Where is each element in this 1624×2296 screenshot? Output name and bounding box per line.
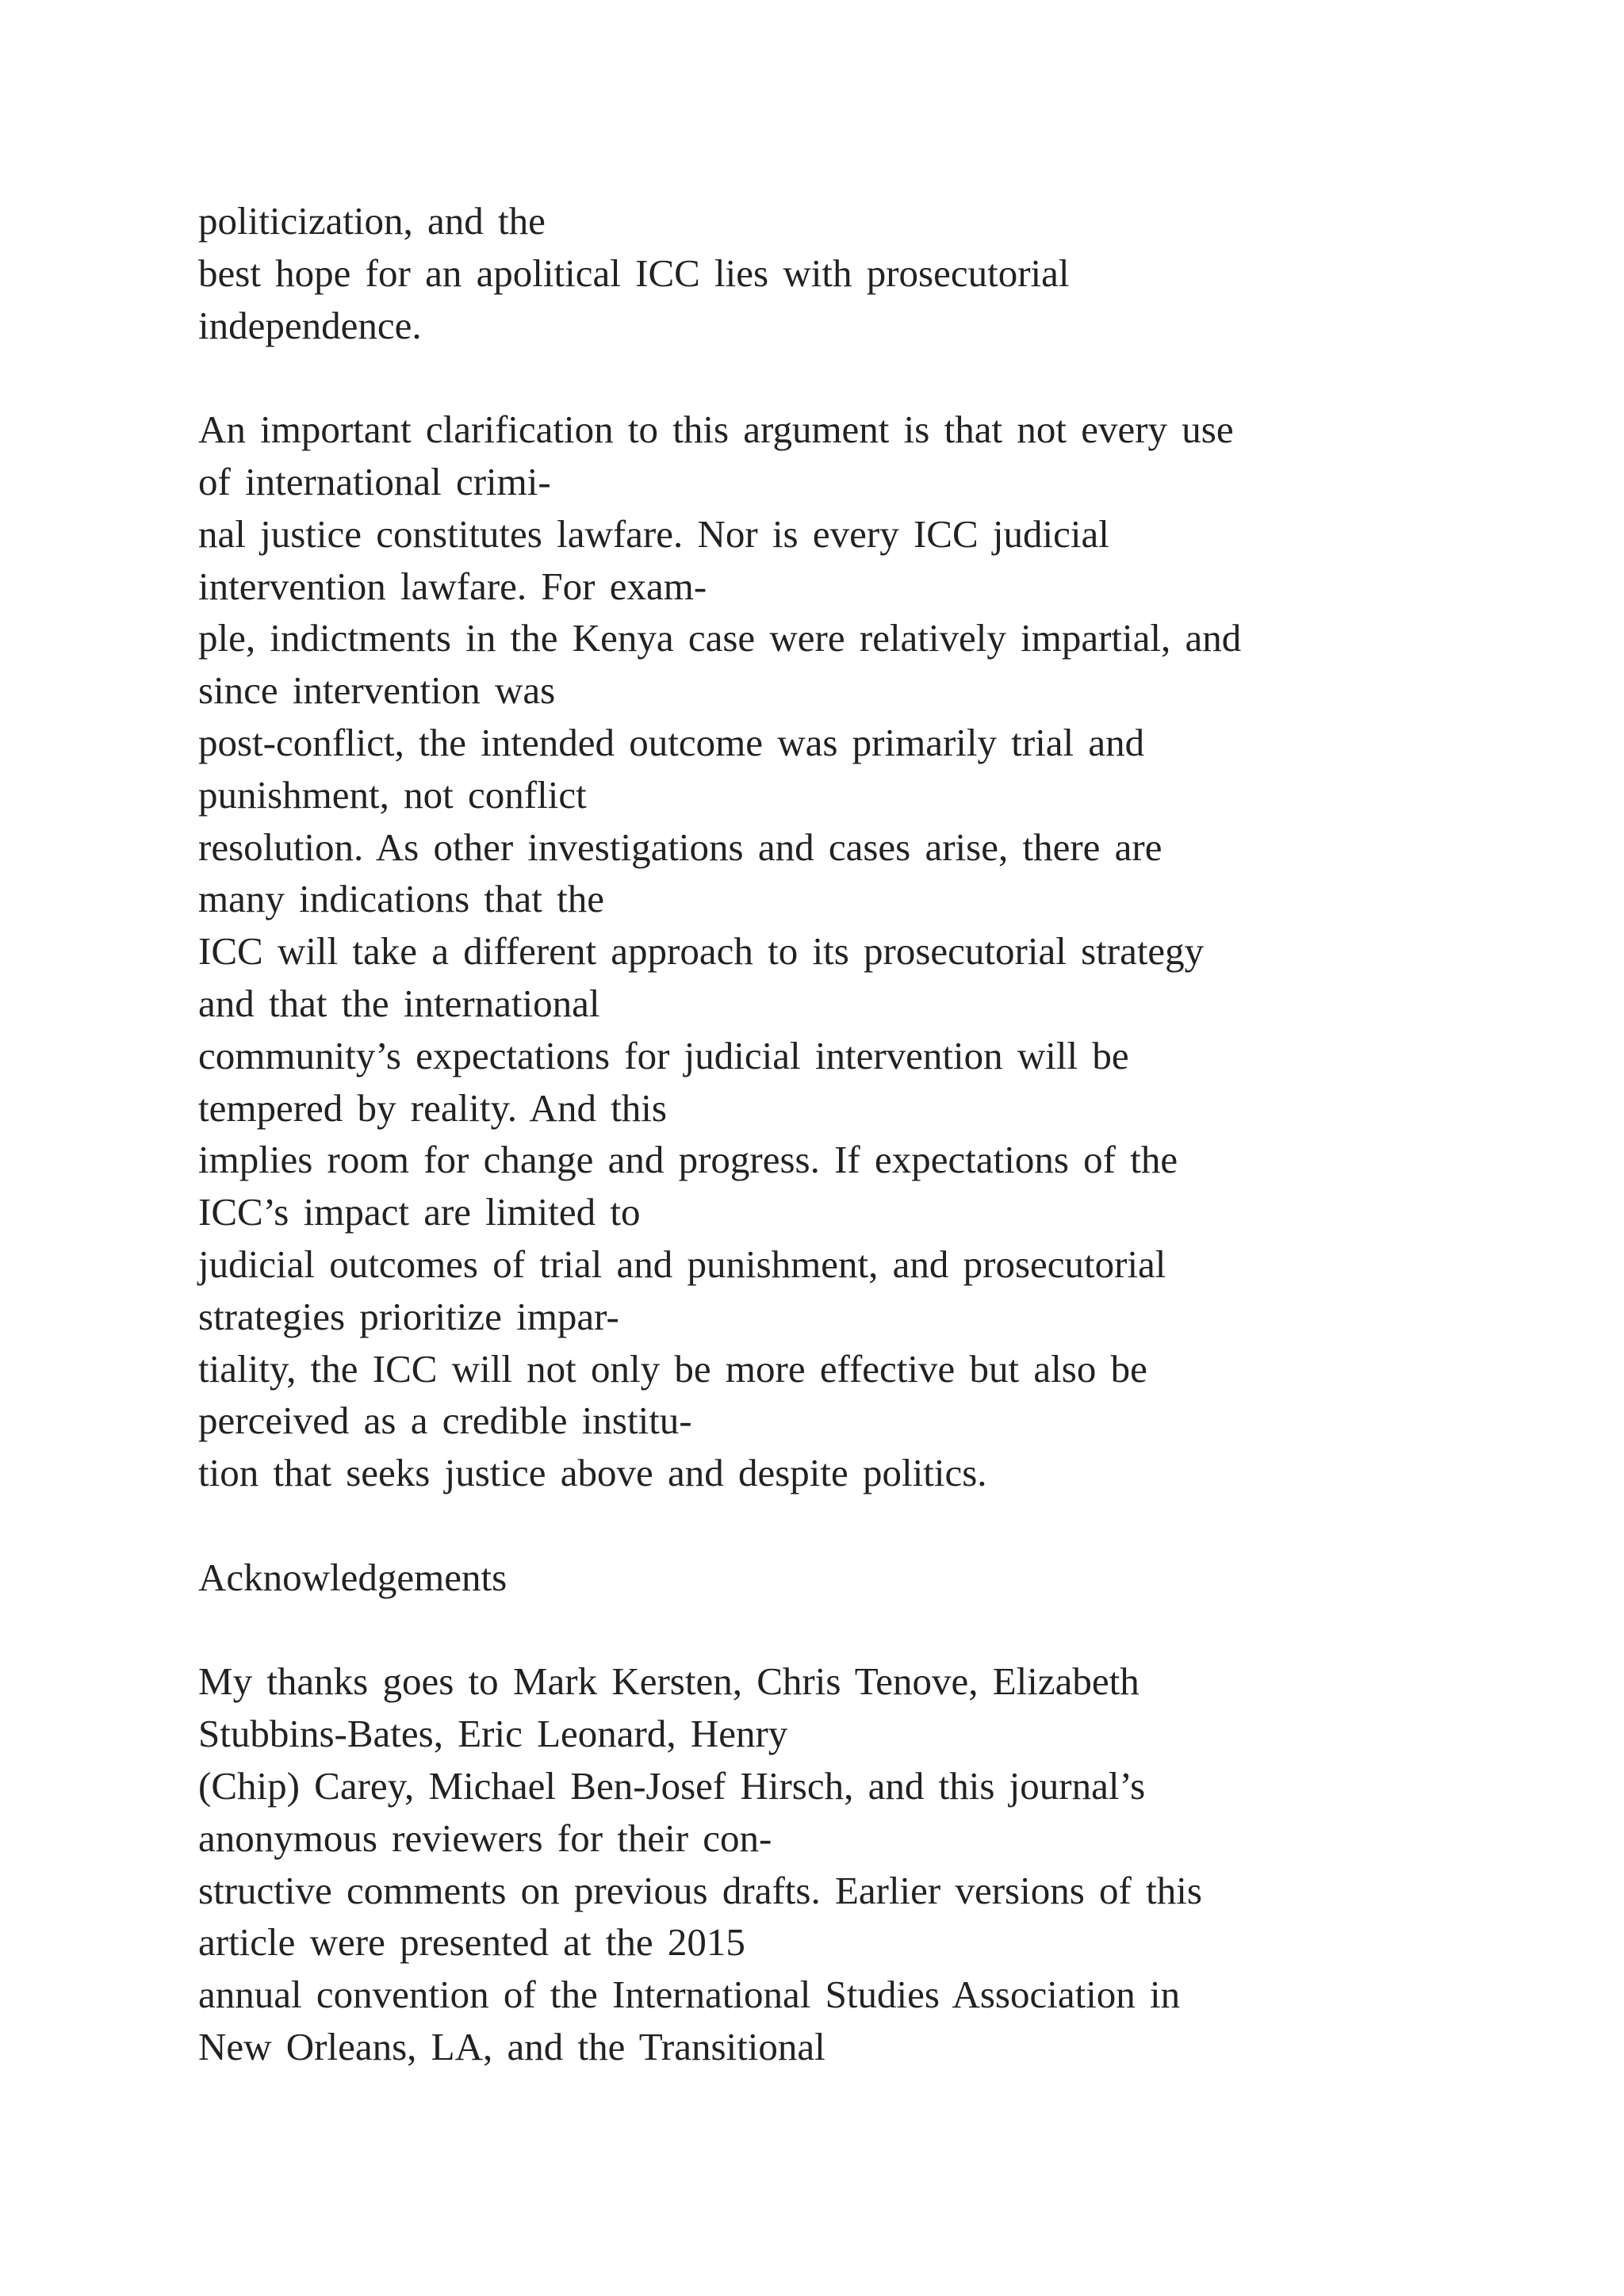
text-line: anonymous reviewers for their con- bbox=[198, 1816, 772, 1860]
text-line: independence. bbox=[198, 303, 422, 347]
text-line: structive comments on previous drafts. Earlier versions of this bbox=[198, 1868, 1202, 1912]
text-line: many indications that the bbox=[198, 877, 604, 921]
text-line: An important clarification to this argument is that not every use bbox=[198, 408, 1234, 452]
text-line: perceived as a credible institu- bbox=[198, 1399, 692, 1443]
text-line: tion that seeks justice above and despite politics. bbox=[198, 1451, 987, 1495]
text-line: Acknowledgements bbox=[198, 1555, 508, 1599]
acknowledgements-heading bbox=[198, 1552, 1546, 1604]
text-line: My thanks goes to Mark Kersten, Chris Tenove, Elizabeth bbox=[198, 1659, 1139, 1704]
closing-paragraph-2 bbox=[198, 404, 1546, 1499]
text-line: of international crimi- bbox=[198, 459, 551, 503]
acknowledgements-paragraph bbox=[198, 1655, 1546, 2072]
text-line: community’s expectations for judicial intervention will be bbox=[198, 1033, 1129, 1077]
text-line: post-conflict, the intended outcome was primarily trial and bbox=[198, 720, 1145, 764]
text-line: strategies prioritize impar- bbox=[198, 1294, 619, 1338]
document-body bbox=[198, 195, 1546, 2073]
text-line: ple, indictments in the Kenya case were relatively impartial, and bbox=[198, 616, 1242, 660]
text-line: politicization, and the bbox=[198, 199, 546, 243]
text-line: nal justice constitutes lawfare. Nor is every ICC judicial bbox=[198, 511, 1109, 556]
text-line: ICC’s impact are limited to bbox=[198, 1190, 641, 1234]
text-line: since intervention was bbox=[198, 668, 556, 713]
text-line: article were presented at the 2015 bbox=[198, 1920, 745, 1965]
text-line: punishment, not conflict bbox=[198, 772, 587, 817]
paragraph-spacer bbox=[198, 1604, 1546, 1656]
text-line: judicial outcomes of trial and punishment, and prosecutorial bbox=[198, 1242, 1166, 1286]
text-line: ICC will take a different approach to its prosecutorial strategy bbox=[198, 929, 1205, 974]
text-line: Stubbins-Bates, Eric Leonard, Henry bbox=[198, 1712, 788, 1756]
text-line: resolution. As other investigations and cases arise, there are bbox=[198, 825, 1162, 869]
text-line: tempered by reality. And this bbox=[198, 1085, 667, 1130]
text-line: annual convention of the International Studies Association in bbox=[198, 1973, 1181, 2017]
closing-paragraph-1 bbox=[198, 195, 1546, 351]
text-line: and that the international bbox=[198, 981, 600, 1025]
paragraph-spacer bbox=[198, 1499, 1546, 1552]
text-line: implies room for change and progress. If expectations of the bbox=[198, 1138, 1178, 1182]
text-line: (Chip) Carey, Michael Ben-Josef Hirsch, and this journal’s bbox=[198, 1763, 1146, 1808]
text-line: New Orleans, LA, and the Transitional bbox=[198, 2024, 825, 2068]
paragraph-spacer bbox=[198, 351, 1546, 404]
text-line: tiality, the ICC will not only be more effective but also be bbox=[198, 1346, 1147, 1391]
text-line: intervention lawfare. For exam- bbox=[198, 564, 707, 608]
text-line: best hope for an apolitical ICC lies with prosecutorial bbox=[198, 251, 1070, 295]
